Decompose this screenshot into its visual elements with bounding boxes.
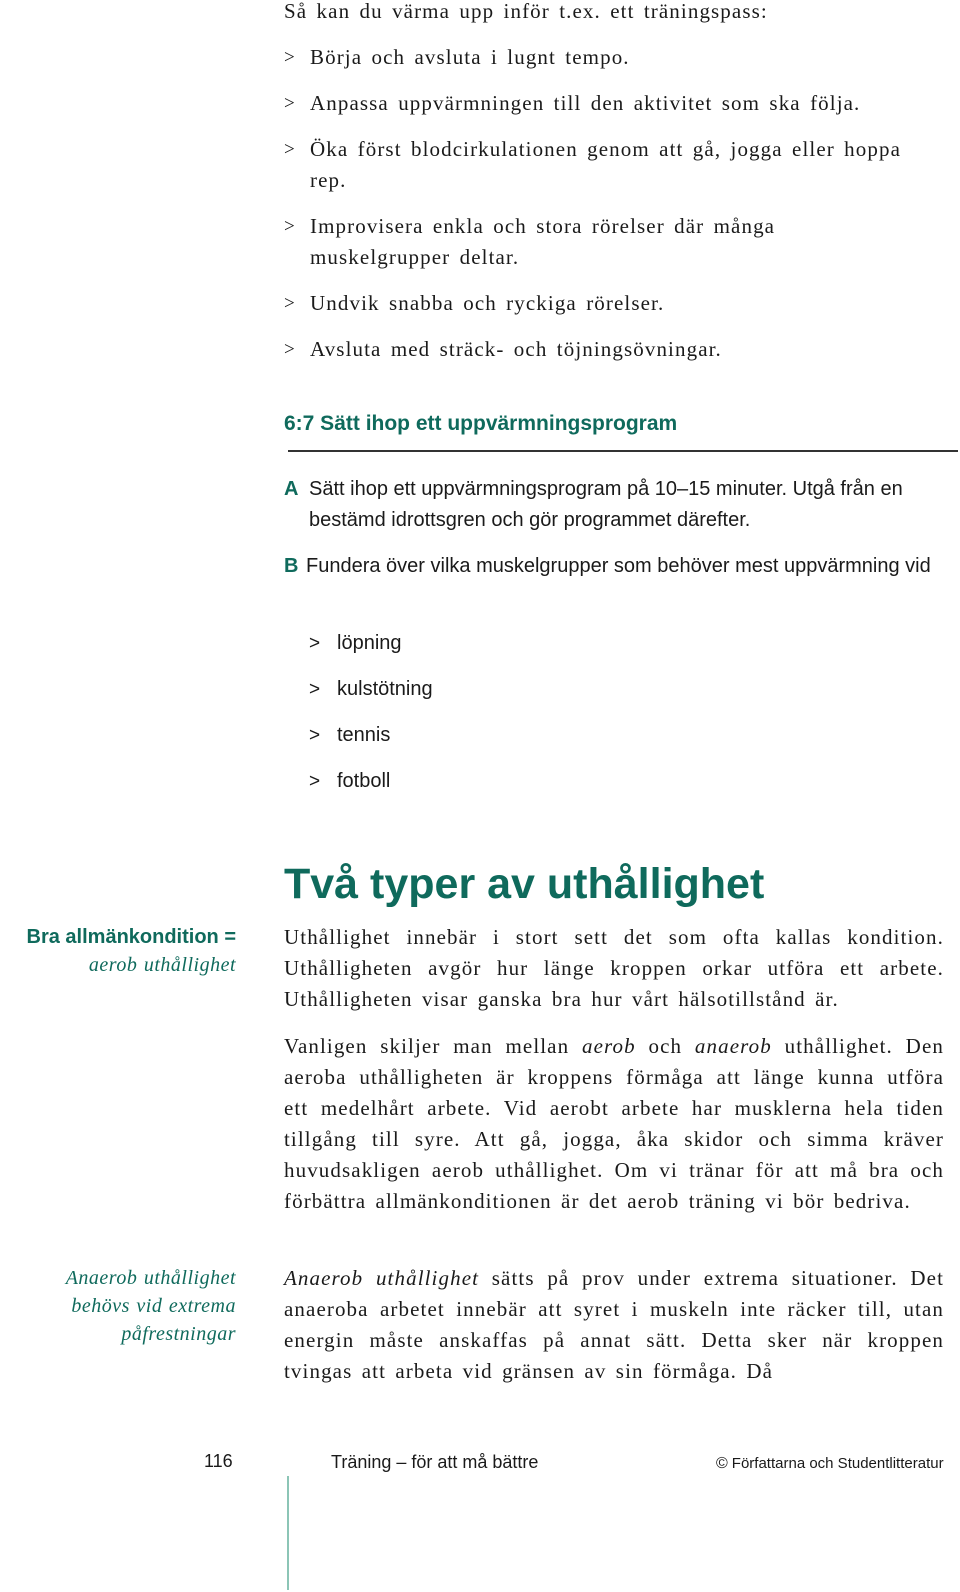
footer-divider <box>287 1476 289 1590</box>
bullet-marker: > <box>309 771 321 792</box>
list-item-text: kulstötning <box>337 678 433 700</box>
list-item <box>309 766 709 797</box>
paragraph-3-rest: sätts på prov under extrema situationer. Det anaeroba arbetet innebär att syret i muskeln inte räcker till, utan energin måste anskaffas på annat sätt. Detta sker när kroppen tvingas att arbeta vid gränsen av sin förmåga. Då <box>284 1266 944 1383</box>
exercise-letter-b: B <box>284 555 299 577</box>
book-title: Träning – för att må bättre <box>331 1452 539 1472</box>
list-item <box>309 674 709 705</box>
list-item-text: Börja och avsluta i lugnt tempo. <box>310 45 630 69</box>
page-number: 116 <box>204 1451 233 1471</box>
paragraph-2 <box>284 1031 944 1217</box>
exercise-letter-a: A <box>284 478 299 500</box>
list-item <box>284 334 924 365</box>
bullet-marker: > <box>309 633 321 654</box>
bullet-marker: > <box>284 93 296 114</box>
bullet-marker: > <box>309 679 321 700</box>
paragraph-1: Uthållighet innebär i stort sett det som ofta kallas kondition. Uthålligheten avgör hur länge kroppen orkar utföra ett arbete. Uthålligheten visar ganska bra hur vårt hälsotillstånd är. <box>284 925 944 1011</box>
list-item <box>284 211 924 273</box>
bullet-marker: > <box>284 216 296 237</box>
list-item <box>309 720 709 751</box>
paragraph-2-rest: uthållighet. Den aeroba uthålligheten är kroppens förmåga att länge kunna utföra ett medelhårt arbete. Vid aerobt arbete har musklerna hela tiden tillgång till syre. Att gå, jogga, åka skidor och simma kräver huvudsakligen aerob uthållighet. Om vi tränar för att må bra och förbättra allmänkonditionen är det aerob träning vi bör bedriva. <box>284 1034 944 1213</box>
term-anaerob: anaerob <box>694 1034 772 1058</box>
list-item <box>309 628 709 659</box>
term-anaerob-uthallighet: Anaerob uthållighet <box>284 1266 480 1290</box>
list-item-text: Anpassa uppvärmningen till den aktivitet som ska följa. <box>310 91 861 115</box>
copyright-icon: © <box>716 1455 728 1472</box>
bullet-marker: > <box>284 293 296 314</box>
list-item-text: Undvik snabba och ryckiga rörelser. <box>310 291 665 315</box>
list-item-text: fotboll <box>337 770 391 792</box>
list-item-text: Öka först blodcirkulationen genom att gå, jogga eller hoppa rep. <box>310 137 902 192</box>
list-item <box>284 134 924 196</box>
section-title: Två typer av uthållighet <box>284 860 765 908</box>
bullet-marker: > <box>284 47 296 68</box>
exercise-a-text: Sätt ihop ett uppvärmningsprogram på 10–15 minuter. Utgå från en bestämd idrottsgren och gör programmet därefter. <box>309 478 903 531</box>
copyright <box>716 1455 944 1473</box>
list-item-text: löpning <box>337 632 402 654</box>
side-note-anaerobic: Anaerob uthållighet behövs vid extrema påfrestningar <box>65 1267 236 1345</box>
exercise-heading: 6:7 Sätt ihop ett uppvärmningsprogram <box>284 412 678 435</box>
bullet-marker: > <box>284 139 296 160</box>
warmup-tip-list <box>284 42 924 365</box>
exercise-b-list <box>309 628 709 797</box>
list-item <box>284 42 924 73</box>
paragraph-2-and: och <box>635 1034 695 1058</box>
list-item <box>284 288 924 319</box>
list-item-text: Improvisera enkla och stora rörelser där många muskelgrupper deltar. <box>310 214 776 269</box>
bullet-marker: > <box>309 725 321 746</box>
list-item-text: Avsluta med sträck- och töjningsövningar. <box>310 337 722 361</box>
copyright-text: Författarna och Studentlitteratur <box>731 1455 944 1472</box>
side-note-bold: Bra allmänkondition = <box>26 926 236 948</box>
exercise-part-b <box>284 551 944 582</box>
exercise-divider <box>288 450 958 452</box>
exercise-b-text: Fundera över vilka muskelgrupper som behöver mest uppvärmning vid <box>306 555 931 577</box>
side-note-aerobic <box>0 923 236 979</box>
paragraph-2-start: Vanligen skiljer man mellan <box>284 1034 582 1058</box>
term-aerob: aerob <box>582 1034 636 1058</box>
list-item-text: tennis <box>337 724 391 746</box>
intro-text: Så kan du värma upp inför t.ex. ett träningspass: <box>284 0 768 23</box>
list-item <box>284 88 924 119</box>
exercise-part-a <box>284 474 944 536</box>
paragraph-3 <box>284 1263 944 1387</box>
bullet-marker: > <box>284 339 296 360</box>
side-note-italic: aerob uthållighet <box>88 954 236 976</box>
